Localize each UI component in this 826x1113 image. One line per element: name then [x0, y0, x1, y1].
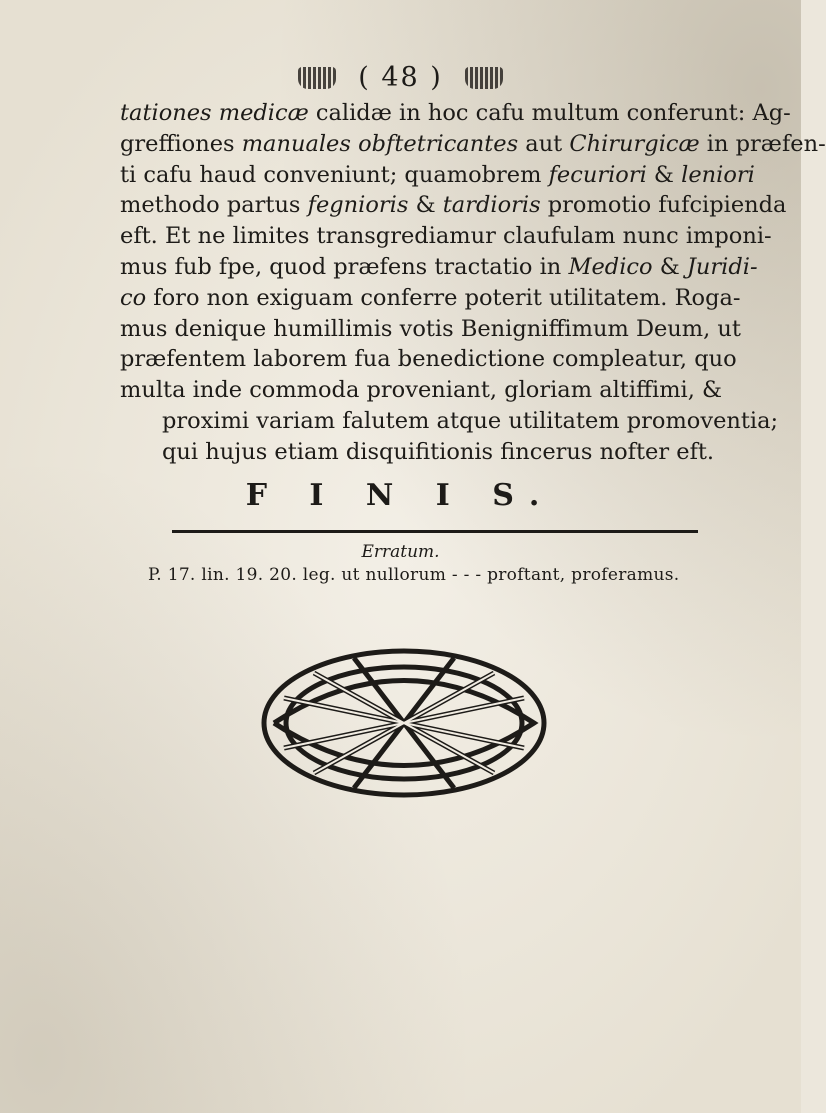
text-line: eft. Et ne limites transgrediamur claufulam nunc imponi-	[120, 223, 772, 250]
text-line: præfentem laborem fua benedictione compleatur, quo	[120, 346, 737, 373]
text-line: mus denique humillimis votis Benigniffimum Deum, ut	[120, 315, 741, 342]
text-line: proximi variam falutem atque utilitatem promoventia;	[162, 407, 779, 434]
text-line: tationes medicæ calidæ in hoc cafu multum conferunt: Ag-	[120, 100, 791, 126]
text-line: ti cafu haud conveniunt; quamobrem fecuriori & leniori	[120, 161, 755, 188]
text-line: methodo partus fegnioris & tardioris promotio fufcipienda	[120, 192, 787, 219]
right-ornament-icon	[465, 67, 503, 89]
text-line: multa inde commoda proveniant, gloriam altiffimi, &	[120, 377, 723, 404]
text-line: co foro non exiguam conferre poterit utilitatem. Roga-	[120, 284, 741, 311]
finis-heading: F I N I S.	[245, 478, 556, 513]
text-line: qui hujus etiam disquifitionis fincerus nofter eft.	[162, 438, 715, 465]
errata-entry: P. 17. lin. 19. 20. leg. ut nullorum - - - proftant, proferamus.	[148, 565, 680, 585]
page-header	[0, 62, 801, 93]
divider-rule	[172, 530, 698, 533]
left-ornament-icon	[298, 67, 336, 89]
text-line: greffiones manuales obftetricantes aut Chirurgicæ in præfen-	[120, 130, 826, 157]
page-number: ( 48 )	[358, 62, 443, 93]
errata-title: Erratum.	[361, 542, 440, 562]
text-line: mus fub fpe, quod præfens tractatio in Medico & Juridi-	[120, 253, 758, 280]
knot-ornament-icon	[244, 628, 564, 818]
body-text	[120, 98, 826, 468]
